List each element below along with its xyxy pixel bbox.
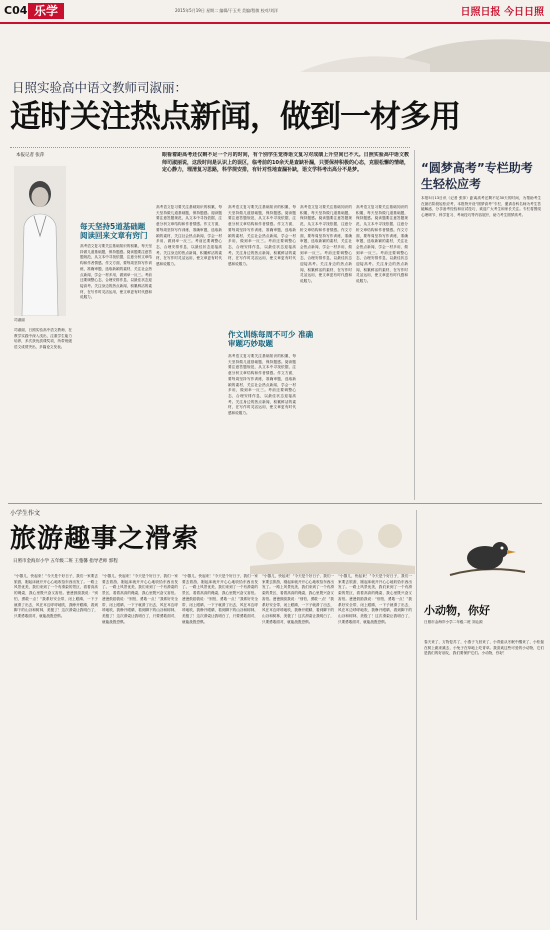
page-number: C04 bbox=[4, 4, 28, 17]
poem-author: 日照市金海岸小学二年级二班 刘沁源 bbox=[424, 620, 483, 624]
byline: 本报记者 张萍 bbox=[16, 153, 45, 158]
kicker: 日照实验高中语文教师司淑丽： bbox=[12, 80, 188, 95]
subheading-1: 每天坚持5道基础题 阅读回来文章有窍门 bbox=[80, 222, 148, 240]
teacher-bio: 司淑丽，日照实验高中语文教师，在教学实践中深入浅出，注重学生能力培养，多次获优质课奖项，所带班级语文成绩突出，多篇论文发表。 bbox=[14, 328, 72, 350]
bird-illustration bbox=[430, 520, 540, 595]
sidebar-title: “圆梦高考”专栏助考生轻松应考 bbox=[421, 161, 533, 191]
header-meta: 2015年5月19日 星期二 编辑/于玉芙 美编/程敏 校对/刘洋 bbox=[175, 8, 278, 13]
decorative-banner bbox=[0, 24, 550, 72]
section-label: 乐学 bbox=[28, 3, 64, 19]
ink-wash-background bbox=[0, 24, 550, 72]
story-column-3: “小馨儿，快起来！”今天是个好日子，我们一家要去旅游，刚起床就开开心心地收拾东西出发了。一路上风景优美，我们来到了一个有滑索的景区，看着高高的绳索，我心里既兴奋又害怕。爸爸鼓励我说：“别怕，勇敢一点！”我系好安全带，闭上眼睛，一下子就滑了出去，风在耳边呼呼地吹，我睁开眼睛，看到脚下的山谷和树林，美极了！这次滑索让我明白了，只要勇敢面对，就能战胜恐惧。 bbox=[182, 574, 258, 624]
story-author: 日照市金海岸小学 五年级二班 王蓥馨 指导老师 郭程 bbox=[13, 559, 118, 564]
divider bbox=[10, 147, 410, 148]
body-column-2: 高考语文复习要关注基础知识的积累，每天坚持做几道基础题，保持题感。阅读题要注意答题规范，从文本中寻找依据，注意分析文章结构和作者情感。作文方面，要每周坚持写作训练，准确审题，选取新颖的素材，关注社会热点新闻，学会一材多用，做到举一反三。考前还要调整心态，合理安排作息，以最佳状态迎接高考。关注身边的热点新闻，积累鲜活的素材，在写作时灵活运用，使文章更有时代感和说服力。 bbox=[156, 205, 222, 267]
photo-caption: 司淑丽 bbox=[14, 318, 25, 322]
sidebar-rule bbox=[414, 150, 415, 500]
children-illustration bbox=[250, 506, 415, 574]
poem-title: 小动物，你好 bbox=[424, 604, 490, 617]
illustration-area bbox=[250, 506, 415, 574]
body-column-6: 高考语文复习要关注基础知识的积累，每天坚持做几道基础题，保持题感。阅读题要注意答题规范，从文本中寻找依据，注意分析文章结构和作者情感。作文方面，要每周坚持写作训练，准确审题，选取新颖的素材，关注社会热点新闻，学会一材多用，做到举一反三。考前还要调整心态，合理安排作息，以最佳状态迎接高考。关注身边的热点新闻，积累鲜活的素材，在写作时灵活运用，使文章更有时代感和说服力。 bbox=[356, 205, 408, 284]
section-divider bbox=[8, 503, 542, 504]
body-column-5: 高考语文复习要关注基础知识的积累，每天坚持做几道基础题，保持题感。阅读题要注意答题规范，从文本中寻找依据，注意分析文章结构和作者情感。作文方面，要每周坚持写作训练，准确审题，选取新颖的素材，关注社会热点新闻，学会一材多用，做到举一反三。考前还要调整心态，合理安排作息，以最佳状态迎接高考。关注身边的热点新闻，积累鲜活的素材，在写作时灵活运用，使文章更有时代感和说服力。 bbox=[300, 205, 352, 284]
story-column-1: “小馨儿，快起来！”今天是个好日子，我们一家要去旅游，刚起床就开开心心地收拾东西出发了。一路上风景优美，我们来到了一个有滑索的景区，看着高高的绳索，我心里既兴奋又害怕。爸爸鼓励我说：“别怕，勇敢一点！”我系好安全带，闭上眼睛，一下子就滑了出去，风在耳边呼呼地吹，我睁开眼睛，看到脚下的山谷和树林，美极了！这次滑索让我明白了，只要勇敢面对，就能战胜恐惧。 bbox=[14, 574, 98, 618]
subheading-2: 作文训练每周不可少 准确审题巧妙取题 bbox=[228, 330, 314, 348]
section-tag: 小学生作文 bbox=[10, 510, 41, 517]
sidebar-text: 本报5月13日讯（记者 张萍）距离高考还剩不足30天的时间，为帮助考生在最后阶段轻松应考，本报特开设“圆梦高考”专栏，邀请各科名师为考生答疑解惑，分享备考经验和应试技巧，欢迎广大考生和家长关注。专栏将围绕心理调节、科学复习、考场技巧等内容展开，助力考生圆梦高考。 bbox=[421, 196, 541, 218]
body-column-3: 高考语文复习要关注基础知识的积累，每天坚持做几道基础题，保持题感。阅读题要注意答题规范，从文本中寻找依据，注意分析文章结构和作者情感。作文方面，要每周坚持写作训练，准确审题，选取新颖的素材，关注社会热点新闻，学会一材多用，做到举一反三。考前还要调整心态，合理安排作息，以最佳状态迎接高考。关注身边的热点新闻，积累鲜活的素材，在写作时灵活运用，使文章更有时代感和说服力。 bbox=[228, 205, 296, 267]
story-column-5: “小馨儿，快起来！”今天是个好日子，我们一家要去旅游，刚起床就开开心心地收拾东西出发了。一路上风景优美，我们来到了一个有滑索的景区，看着高高的绳索，我心里既兴奋又害怕。爸爸鼓励我说：“别怕，勇敢一点！”我系好安全带，闭上眼睛，一下子就滑了出去，风在耳边呼呼地吹，我睁开眼睛，看到脚下的山谷和树林，美极了！这次滑索让我明白了，只要勇敢面对，就能战胜恐惧。 bbox=[338, 574, 412, 624]
page-title: 适时关注热点新闻，做到一材多用 bbox=[10, 99, 460, 135]
lead-text: 眼看着距高考还仅剩不足一个月的时间，有个别学生觉得语文复习对成绩上升空间已不大。日照实验高中语文教师司淑丽说，这段时间是认识上的误区，临考前的10余天是查缺补漏，只要保持积极的心态，克服松懈的情绪，定心静力，理清复习思路，科学规安排，有针对性地查漏补缺，语文学科考出高分不是梦。 bbox=[162, 152, 409, 174]
body-column-4: 高考语文复习要关注基础知识的积累，每天坚持做几道基础题，保持题感。阅读题要注意答题规范，从文本中寻找依据，注意分析文章结构和作者情感。作文方面，要每周坚持写作训练，准确审题，选取新颖的素材，关注社会热点新闻，学会一材多用，做到举一反三。考前还要调整心态，合理安排作息，以最佳状态迎接高考。关注身边的热点新闻，积累鲜活的素材，在写作时灵活运用，使文章更有时代感和说服力。 bbox=[228, 354, 296, 416]
masthead: 日照日报 今日日照 bbox=[460, 7, 544, 18]
teacher-photo bbox=[14, 166, 66, 316]
body-column-1: 高考语文复习要关注基础知识的积累，每天坚持做几道基础题，保持题感。阅读题要注意答题规范，从文本中寻找依据，注意分析文章结构和作者情感。作文方面，要每周坚持写作训练，准确审题，选取新颖的素材，关注社会热点新闻，学会一材多用，做到举一反三。考前还要调整心态，合理安排作息，以最佳状态迎接高考。关注身边的热点新闻，积累鲜活的素材，在写作时灵活运用，使文章更有时代感和说服力。 bbox=[80, 244, 152, 300]
story-column-4: “小馨儿，快起来！”今天是个好日子，我们一家要去旅游，刚起床就开开心心地收拾东西出发了。一路上风景优美，我们来到了一个有滑索的景区，看着高高的绳索，我心里既兴奋又害怕。爸爸鼓励我说：“别怕，勇敢一点！”我系好安全带，闭上眼睛，一下子就滑了出去，风在耳边呼呼地吹，我睁开眼睛，看到脚下的山谷和树林，美极了！这次滑索让我明白了，只要勇敢面对，就能战胜恐惧。 bbox=[262, 574, 334, 624]
story-column-2: “小馨儿，快起来！”今天是个好日子，我们一家要去旅游，刚起床就开开心心地收拾东西出发了。一路上风景优美，我们来到了一个有滑索的景区，看着高高的绳索，我心里既兴奋又害怕。爸爸鼓励我说：“别怕，勇敢一点！”我系好安全带，闭上眼睛，一下子就滑了出去，风在耳边呼呼地吹，我睁开眼睛，看到脚下的山谷和树林，美极了！这次滑索让我明白了，只要勇敢面对，就能战胜恐惧。 bbox=[102, 574, 178, 624]
poem-rule bbox=[416, 510, 417, 920]
poem-text: 春天来了，万物复苏了，小燕子飞回来了，小青蛙从冬眠中醒来了，小松鼠在树上跳来跳去，小兔子在草地上吃青草。我喜欢这些可爱的小动物，它们是我们的好朋友，我们要保护它们。小动物，你好！ bbox=[424, 640, 544, 656]
story-title: 旅游趣事之滑索 bbox=[10, 524, 200, 554]
